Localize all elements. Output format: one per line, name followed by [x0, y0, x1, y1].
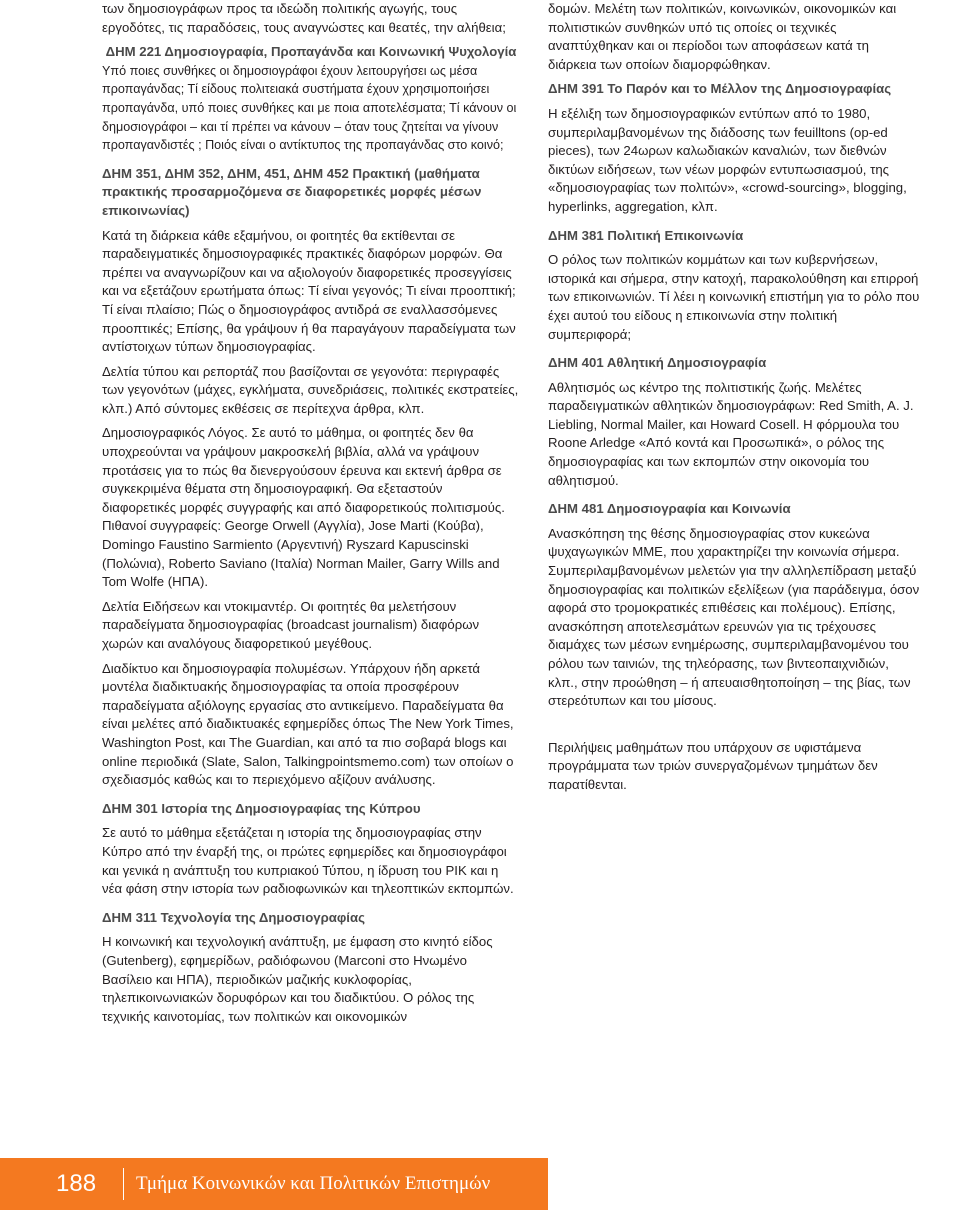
page-number: 188	[56, 1170, 97, 1197]
practical-paragraph-4: Δελτία Ειδήσεων και ντοκιμαντέρ. Οι φοιτητές θα μελετήσουν παραδείγματα δημοσιογραφίας (broadcast journalism) διαφόρων χωρών και αναλόγους διαφορετικού μεγέθους.	[102, 598, 480, 651]
dim301-heading: ΔΗΜ 301 Ιστορία της Δημοσιογραφίας της Κύπρου	[102, 800, 421, 816]
left-column	[102, 0, 520, 1026]
dim301-text: Σε αυτό το μάθημα εξετάζεται η ιστορία της δημοσιογραφίας στην Κύπρο από την έναρξή της, οι πρώτες εφημερίδες και δημοσιογράφοι και γενικά η ανάπτυξη του κυπριακού Τύπου, η ίδρυση του ΡΙΚ και η νέα φάση στην ιστορία των ραδιοφωνικών και τηλεοπτικών εκπομπών.	[102, 825, 514, 897]
dim221-heading: ΔΗΜ 221 Δημοσιογραφία, Προπαγάνδα και Κοινωνική Ψυχολογία	[105, 44, 517, 60]
dim401-heading: ΔΗΜ 401 Αθλητική Δημοσιογραφία	[548, 355, 767, 371]
practical-paragraph-3: Δημοσιογραφικός Λόγος. Σε αυτό το μάθημα, οι φοιτητές δεν θα υποχρεούνται να γράψουν μακροσκελή βιβλία, αλλά να γράψουν προτάσεις για το πώς θα διενεργούσουν έρευνα και εκτενή άρθρα σε συγκεκριμένα θέματα στη δημοσιογραφική. Θα εξεταστούν διαφορετικές μορφές συγγραφής και από διαφορετικούς πολιτισμούς. Πιθανοί συγγραφείς: George Orwell (Αγγλία), Jose Marti (Κούβα), Domingo Faustino Sarmiento (Αργεντινή) Ryszard Kapuscinski (Πολώνια), Roberto Saviano (Ιταλία) Norman Mailer, Garry Wills and Tom Wolfe (ΗΠΑ).	[102, 425, 505, 590]
dim381-text: Ο ρόλος των πολιτικών κομμάτων και των κυβερνήσεων, ιστορικά και σήμερα, στην κατοχή, παρακολούθηση και επιρροή των επικοινωνιών. Τί λέει η κοινωνική επιστήμη για το ρόλο που έχει αυτού του είδους η επικοινωνία στην πολιτική συμπεριφορά;	[548, 252, 920, 342]
practical-paragraph-2: Δελτία τύπου και ρεπορτάζ που βασίζονται σε γεγονότα: περιγραφές των γεγονότων (μάχες, εγκλήματα, συνεδριάσεις, πολιτικές εκστρατείες, κλπ.) Από σύντομες εκθέσεις σε περίτεχνα άρθρα, κλπ.	[102, 363, 519, 416]
dim391-heading: ΔΗΜ 391 Το Παρόν και το Μέλλον της Δημοσιογραφίας	[548, 81, 892, 97]
page-footer	[0, 1158, 960, 1210]
dim401-text: Αθλητισμός ως κέντρο της πολιτιστικής ζωής. Μελέτες παραδειγματικών αθλητικών δημοσιογράφων: Red Smith, A. J. Liebling, Normal Mailer, και Howard Cosell. Η φόρμουλα του Roone Arledge «Από κοντά και Προσωπικά», ο ρόλος της δημοσιογραφίας και των εκπομπών στην οικονομία του αθλητισμού.	[548, 379, 914, 488]
footer-banner	[0, 1158, 548, 1210]
dim391-text: Η εξέλιξη των δημοσιογραφικών εντύπων από το 1980, συμπεριλαμβανομένων της διάδοσης των feuilltons (op-ed pieces), των 24ωρων καλωδιακών καναλιών, των διεθνών δικτύων ειδήσεων, των νέων μορφών εντυπωσιασμού, της «δημοσιογραφίας των πολιτών», «crowd-sourcing», blogging, hyperlinks, aggregation, κλπ.	[548, 105, 907, 214]
intro-text: των δημοσιογράφων προς τα ιδεώδη πολιτικής αγωγής, τους εργοδότες, τις παραδόσεις, τους αναγνώστες και θεατές, την αλήθεια;	[102, 1, 506, 35]
summaries-note: Περιλήψεις μαθημάτων που υπάρχουν σε υφιστάμενα προγράμματα των τριών συνεργαζομένων τμημάτων δεν παρατίθενται.	[548, 739, 878, 792]
footer-divider	[123, 1168, 124, 1200]
dim381-heading: ΔΗΜ 381 Πολιτική Επικοινωνία	[548, 227, 744, 243]
practical-paragraph-1: Κατά τη διάρκεια κάθε εξαμήνου, οι φοιτητές θα εκτίθενται σε παραδειγματικές δημοσιογραφικές πρακτικές διαφόρων μορφών. Θα πρέπει να αναγνωρίζουν και να αξιολογούν διαφορετικές προσεγγίσεις και να εξετάζουν ερωτήματα όπως: Τί είναι γεγονός; Τι είναι προοπτική; Τί είναι πλαίσιο; Πώς ο δημοσιογράφος αντιδρά σε εναλλασσόμενες προοπτικές; Επίσης, θα γράψουν ή θα παραγάγουν παραδείγματα των αντίστοιχων τύπων δημοσιογραφίας.	[102, 227, 516, 355]
department-title: Τμήμα Κοινωνικών και Πολιτικών Επιστημών	[136, 1173, 491, 1194]
dim311-text: Η κοινωνική και τεχνολογική ανάπτυξη, με έμφαση στο κινητό είδος (Gutenberg), εφημερίδων, ραδιόφωνου (Marconi στο Ηνωμένο Βασίλειο και ΗΠΑ), περιοδικών μαζικής κυκλοφορίας, τηλεπικοινωνιακών δορυφόρων και του διαδικτύου. Ο ρόλος της τεχνικής καινοτομίας, των πολιτικών και οικονομικών	[102, 934, 493, 1024]
dim481-text: Ανασκόπηση της θέσης δημοσιογραφίας στον κυκεώνα ψυχαγωγικών ΜΜΕ, που χαρακτηρίζει την κοινωνία σήμερα. Συμπεριλαμβανομένων μελετών για την αλληλεπίδραση μεταξύ δημοσιογραφίας και πολιτικών εξελίξεων (για παράδειγμα, όσον αφορά στο τρομοκρατικές επιθέσεις και πολέμους). Επίσης, ανασκόπηση αποτελεσμάτων ερευνών για τις τρέχουσες διαμάχες των μέσων ενημέρωσης, συμπεριλαμβανομένου του ρόλου των ταινιών, της τηλεόρασης, των βιντεοπαιχνιδιών, κλπ., στην προώθηση – ή απευαισθητοποίηση – της βίας, των στερεότυπων και του μίσους.	[548, 525, 920, 709]
continuation-text: δομών. Μελέτη των πολιτικών, κοινωνικών, οικονομικών και πολιτιστικών συνθηκών υπό τις οποίες οι τεχνικές αναπτύχθηκαν και οι περίοδοι των αποφάσεων κατά τη διάρκεια των οποίων διαμορφώθηκαν.	[548, 1, 897, 72]
practical-paragraph-5: Διαδίκτυο και δημοσιογραφία πολυμέσων. Υπάρχουν ήδη αρκετά μοντέλα διαδικτυακής δημοσιογραφίας τα οποία προσφέρουν παραδείγματα αξιόλογης εργασίας στο αντικείμενο. Παραδείγματα θα είναι μελέτες από διαδικτυακές εφημερίδες όπως The New York Times, Washington Post, και The Guardian, και από τα πιο σοβαρά blogs και online περιοδικά (Slate, Salon, Talkingpointsmemo.com) των οποίων ο σχεδιασμός καθώς και το περιεχόμενο αξίζουν ανάλυσης.	[102, 660, 514, 788]
practical-heading: ΔΗΜ 351, ΔΗΜ 352, ΔΗΜ, 451, ΔΗΜ 452 Πρακτική (μαθήματα πρακτικής προσαρμοζόμενα σε διαφορετικές μορφές μέσων επικοινωνίας)	[102, 165, 482, 218]
dim311-heading: ΔΗΜ 311 Τεχνολογία της Δημοσιογραφίας	[102, 909, 365, 925]
dim221-text: Υπό ποιες συνθήκες οι δημοσιογράφοι έχουν λειτουργήσει ως μέσα προπαγάνδας; Τί είδους πολιτειακά συστήματα έχουν χρησιμοποιήσει προπαγάνδα, υπό ποιες συνθήκες και με ποια αποτελέσματα; Τί κάνουν οι δημοσιογράφοι – και τί πρέπει να κάνουν – όταν τους ζητείται να γίνουν προπαγανδιστές ; Ποιός είναι ο αντίκτυπος της προπαγάνδας στο κοινό;	[102, 63, 517, 153]
right-column	[548, 0, 920, 795]
dim481-heading: ΔΗΜ 481 Δημοσιογραφία και Κοινωνία	[548, 501, 791, 517]
